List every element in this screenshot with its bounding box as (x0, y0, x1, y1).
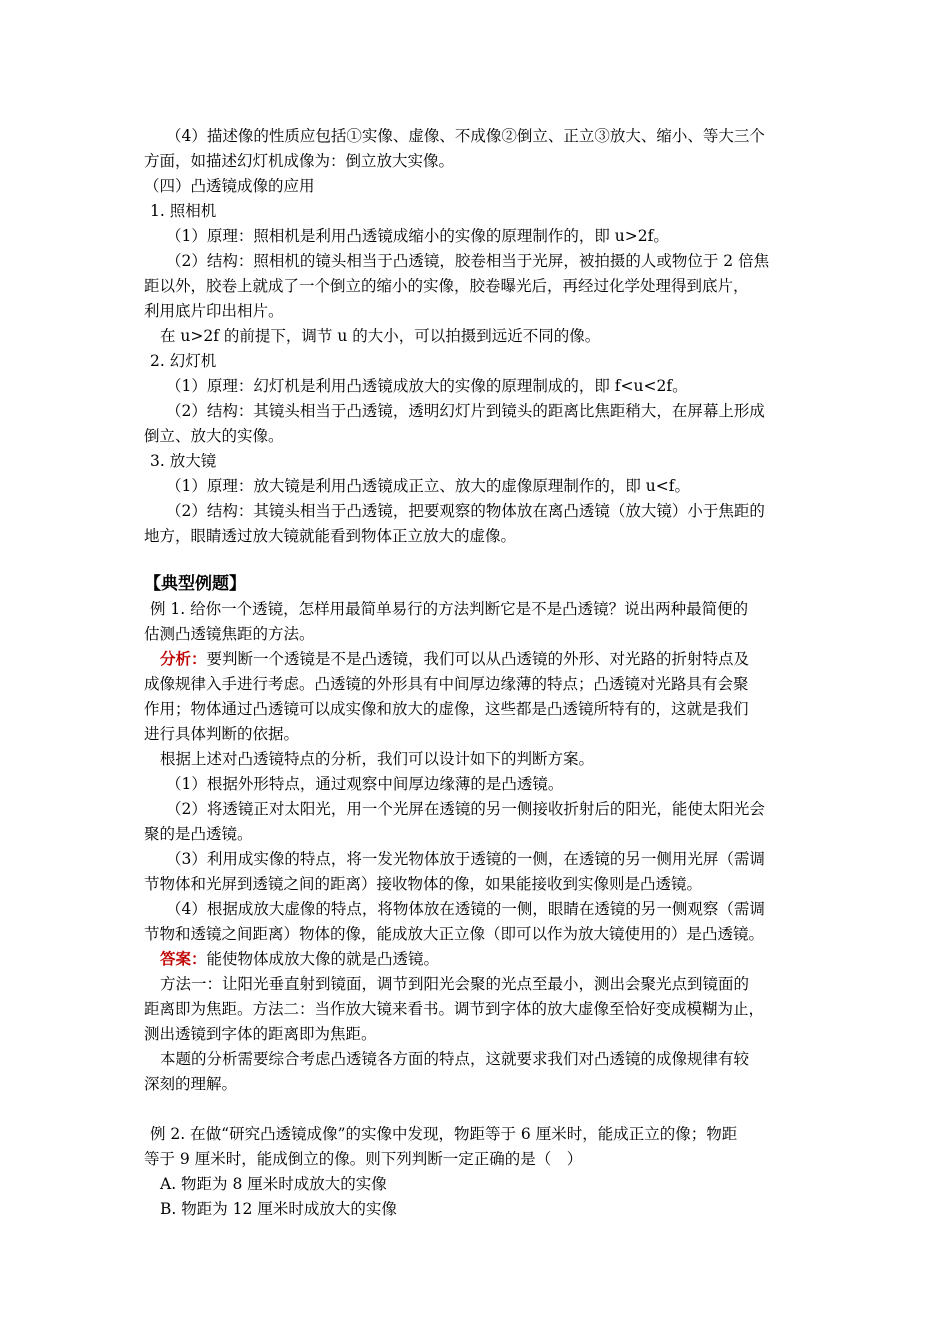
text-line: 估测凸透镜焦距的方法。 (144, 625, 315, 643)
subheading-camera: 1. 照相机 (150, 202, 217, 220)
text-line: 距离即为焦距。方法二：当作放大镜来看书。调节到字体的放大虚像至恰好变成模糊为止， (144, 1000, 765, 1018)
text-line: （4）根据成放大虚像的特点，将物体放在透镜的一侧，眼睛在透镜的另一侧观察（需调 (166, 900, 765, 918)
text-line: 深刻的理解。 (144, 1075, 238, 1093)
text-line: 在 u>2f 的前提下，调节 u 的大小，可以拍摄到远近不同的像。 (160, 327, 601, 345)
section-heading: （四）凸透镜成像的应用 (144, 177, 315, 195)
text-line: 方法一：让阳光垂直射到镜面，调节到阳光会聚的光点至最小，测出会聚光点到镜面的 (160, 975, 750, 993)
text-line: 倒立、放大的实像。 (144, 427, 284, 445)
subheading-magnifier: 3. 放大镜 (150, 452, 217, 470)
analysis-line: 分析：要判断一个透镜是不是凸透镜，我们可以从凸透镜的外形、对光路的折射特点及 (160, 649, 750, 668)
text-line: 距以外，胶卷上就成了一个倒立的缩小的实像，胶卷曝光后，再经过化学处理得到底片， (144, 277, 749, 295)
text-line: 根据上述对凸透镜特点的分析，我们可以设计如下的判断方案。 (160, 750, 595, 768)
example-2-question: 例 2. 在做“研究凸透镜成像”的实像中发现，物距等于 6 厘米时，能成正立的像；物距 (150, 1125, 738, 1143)
answer-label: 答案： (160, 949, 207, 968)
text-line: （4）描述像的性质应包括①实像、虚像、不成像②倒立、正立③放大、缩小、等大三个 (166, 127, 765, 145)
text-line: （1）原理：放大镜是利用凸透镜成正立、放大的虚像原理制作的，即 u<f。 (166, 477, 690, 495)
text-line: 测出透镜到字体的距离即为焦距。 (144, 1025, 377, 1043)
text-line: 地方，眼睛透过放大镜就能看到物体正立放大的虚像。 (144, 527, 517, 545)
text-line: （2）将透镜正对太阳光，用一个光屏在透镜的另一侧接收折射后的阳光，能使太阳光会 (166, 800, 765, 818)
text-line: （2）结构：其镜头相当于凸透镜，透明幻灯片到镜头的距离比焦距稍大，在屏幕上形成 (166, 402, 765, 420)
subheading-projector: 2. 幻灯机 (150, 352, 217, 370)
text-line: 作用；物体通过凸透镜可以成实像和放大的虚像，这些都是凸透镜所特有的，这就是我们 (144, 700, 749, 718)
answer-line: 答案：能使物体成放大像的就是凸透镜。 (160, 949, 440, 968)
text-line: 进行具体判断的依据。 (144, 725, 300, 743)
examples-heading: 【典型例题】 (144, 574, 246, 594)
text-line: 等于 9 厘米时，能成倒立的像。则下列判断一定正确的是（ ） (144, 1150, 583, 1168)
text-line: （1）根据外形特点，通过观察中间厚边缘薄的是凸透镜。 (166, 775, 564, 793)
text-line: （2）结构：其镜头相当于凸透镜，把要观察的物体放在离凸透镜（放大镜）小于焦距的 (166, 502, 765, 520)
text-line: 利用底片印出相片。 (144, 302, 284, 320)
text-line: 方面，如描述幻灯机成像为：倒立放大实像。 (144, 152, 455, 170)
text-line: （1）原理：幻灯机是利用凸透镜成放大的实像的原理制成的，即 f<u<2f。 (166, 377, 688, 395)
text-line: （2）结构：照相机的镜头相当于凸透镜，胶卷相当于光屏，被拍摄的人或物位于 2 倍焦 (166, 252, 770, 270)
text-line: （1）原理：照相机是利用凸透镜成缩小的实像的原理制作的，即 u>2f。 (166, 227, 669, 245)
example-1-question: 例 1. 给你一个透镜，怎样用最简单易行的方法判断它是不是凸透镜？说出两种最简便的 (150, 600, 749, 618)
analysis-label: 分析： (160, 649, 207, 668)
text-line: 节物体和光屏到透镜之间的距离）接收物体的像，如果能接收到实像则是凸透镜。 (144, 875, 703, 893)
option-b: B. 物距为 12 厘米时成放大的实像 (160, 1200, 397, 1218)
text-line: （3）利用成实像的特点，将一发光物体放于透镜的一侧，在透镜的另一侧用光屏（需调 (166, 850, 765, 868)
text-line: 节物和透镜之间距离）物体的像，能成放大正立像（即可以作为放大镜使用的）是凸透镜。 (144, 925, 765, 943)
option-a: A. 物距为 8 厘米时成放大的实像 (160, 1175, 387, 1193)
text-line: 本题的分析需要综合考虑凸透镜各方面的特点，这就要求我们对凸透镜的成像规律有较 (160, 1050, 750, 1068)
text-line: 成像规律入手进行考虑。凸透镜的外形具有中间厚边缘薄的特点；凸透镜对光路具有会聚 (144, 675, 749, 693)
text-line: 聚的是凸透镜。 (144, 825, 253, 843)
